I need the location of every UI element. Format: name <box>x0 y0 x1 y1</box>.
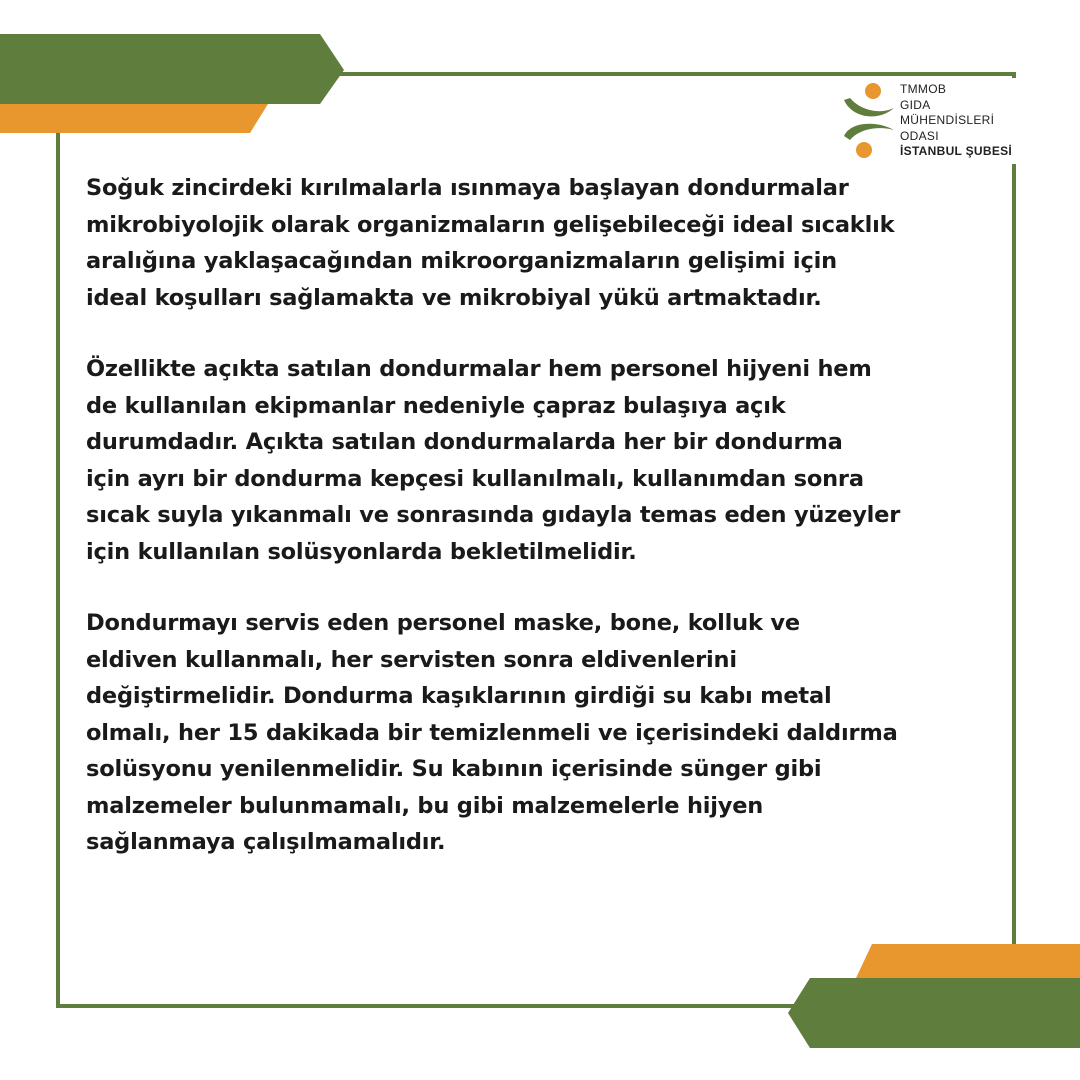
paragraph-open-sale <box>86 351 1006 570</box>
bottom-orange-band <box>856 944 1080 978</box>
organization-logo <box>838 78 1018 164</box>
logo-line-gida: GIDA <box>900 97 931 112</box>
text-line: Özellikte açıkta satılan dondurmalar hem personel hijyeni hem <box>86 356 872 382</box>
top-left-decoration <box>0 0 350 140</box>
text-line: de kullanılan ekipmanlar nedeniyle çapraz bulaşıya açık <box>86 392 786 419</box>
logo-line-muhendisleri: MÜHENDİSLERİ <box>900 113 995 127</box>
top-orange-band <box>0 104 268 133</box>
top-green-band <box>0 34 344 104</box>
text-line: ideal koşulları sağlamakta ve mikrobiyal yükü artmaktadır. <box>86 284 822 311</box>
text-line: için kullanılan solüsyonlarda bekletilmelidir. <box>86 538 637 565</box>
logo-line-istanbul-subesi: İSTANBUL ŞUBESİ <box>900 144 1013 158</box>
text-line: Dondurmayı servis eden personel maske, bone, kolluk ve <box>86 610 800 636</box>
text-line: aralığına yaklaşacağından mikroorganizmaların gelişimi için <box>86 248 837 274</box>
text-line: solüsyonu yenilenmelidir. Su kabının içerisinde sünger gibi <box>86 756 822 782</box>
logo-line-tmmob: TMMOB <box>900 82 947 96</box>
text-line: durumdadır. Açıkta satılan dondurmalarda her bir dondurma <box>86 429 843 455</box>
text-line: mikrobiyolojik olarak organizmaların gelişebileceği ideal sıcaklık <box>86 211 895 238</box>
main-text <box>86 170 1006 896</box>
text-line: malzemeler bulunmamalı, bu gibi malzemelerle hijyen <box>86 792 764 819</box>
text-line: eldiven kullanmalı, her servisten sonra eldivenlerini <box>86 646 737 673</box>
bottom-green-band <box>788 978 1080 1048</box>
text-line: Soğuk zincirdeki kırılmalarla ısınmaya başlayan dondurmalar <box>86 175 849 201</box>
logo-text <box>900 82 1012 160</box>
text-line: sıcak suyla yıkanmalı ve sonrasında gıdayla temas eden yüzeyler <box>86 502 901 528</box>
text-line: için ayrı bir dondurma kepçesi kullanılmalı, kullanımdan sonra <box>86 465 864 492</box>
text-line: değiştirmelidir. Dondurma kaşıklarının girdiği su kabı metal <box>86 683 832 709</box>
gida-muhendisleri-emblem-icon <box>842 80 898 162</box>
paragraph-cold-chain <box>86 170 1006 316</box>
text-line: sağlanmaya çalışılmamalıdır. <box>86 829 446 855</box>
paragraph-staff-hygiene <box>86 605 1006 861</box>
text-line: olmalı, her 15 dakikada bir temizlenmeli ve içerisindeki daldırma <box>86 719 898 746</box>
logo-line-odasi: ODASI <box>900 128 939 143</box>
bottom-right-decoration <box>780 930 1080 1080</box>
